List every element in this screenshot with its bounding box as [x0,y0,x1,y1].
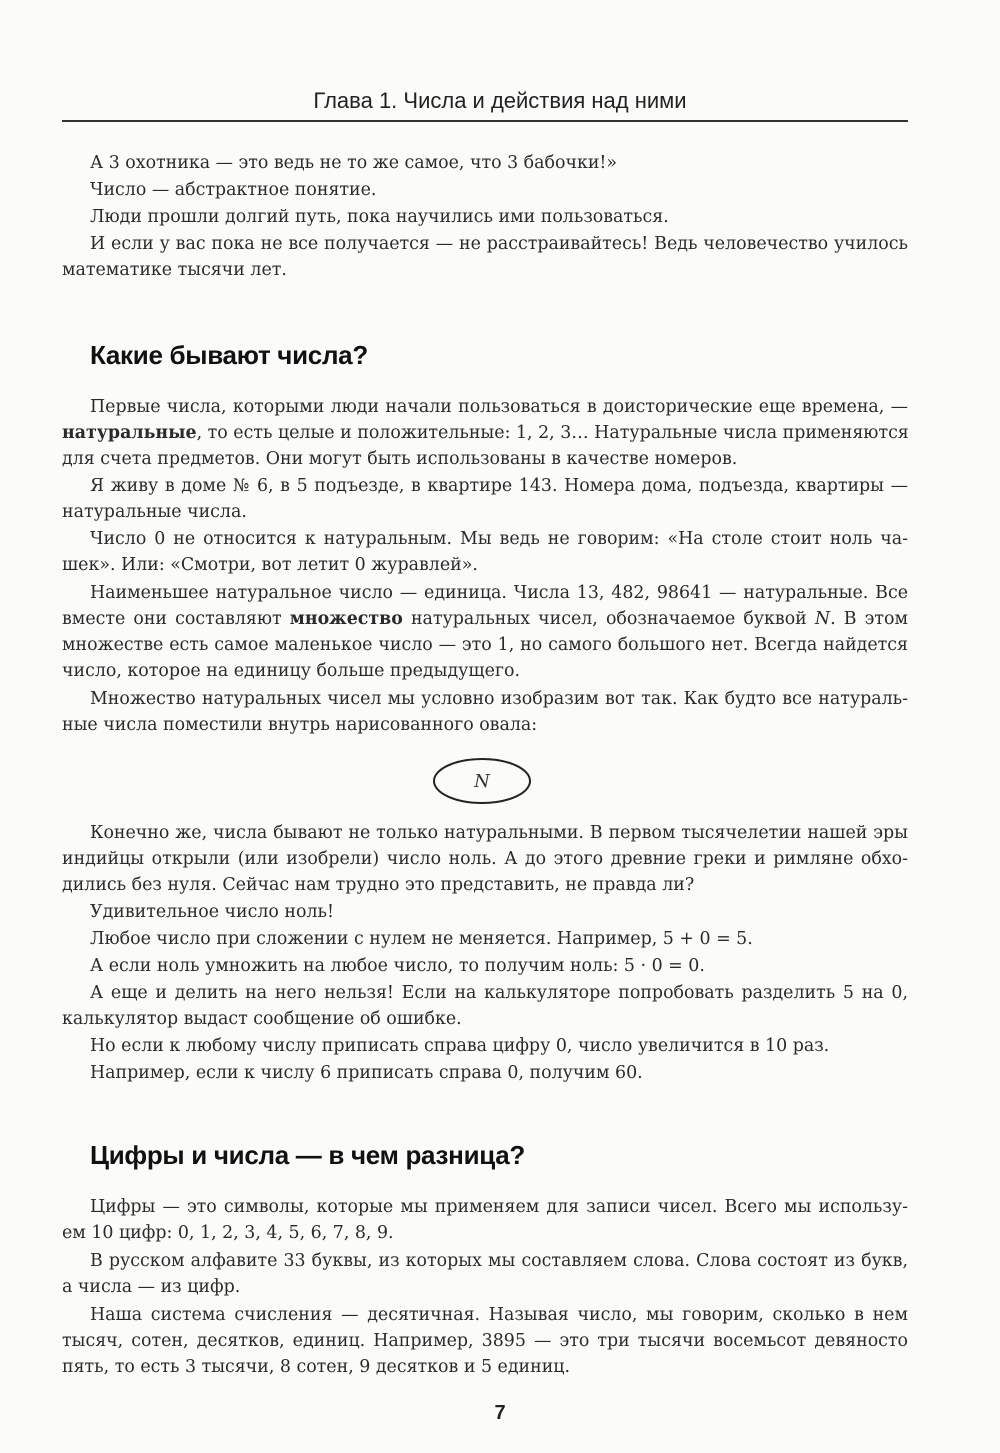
s1-paragraph-3-line-1: Число 0 не относится к натуральным. Мы ведь не говорим: «На столе стоит ноль ча- [90,529,908,549]
s1-paragraph-3-line-2: шек». Или: «Смотри, вот летит 0 журавлей». [62,555,478,575]
intro-paragraph-3: Люди прошли долгий путь, пока научились ими пользоваться. [90,207,669,227]
s2-paragraph-3-line-3: пять, то есть 3 тысячи, 8 сотен, 9 десятков и 5 единиц. [62,1357,571,1377]
symbol-n: N [814,609,831,629]
term-set: множество [289,609,403,629]
chapter-running-head: Глава 1. Числа и действия над ними [313,88,687,113]
intro-paragraph-2: Число — абстрактное понятие. [90,180,377,200]
page-number: 7 [494,1402,506,1424]
s2-paragraph-1-line-1: Цифры — это символы, которые мы применяем для записи чисел. Всего мы использу- [90,1197,908,1217]
s2-paragraph-2-line-2: а числа — из цифр. [62,1277,241,1297]
s1-paragraph-6-line-1: Конечно же, числа бывают не только натуральными. В первом тысячелетии нашей эры [90,823,908,843]
s1-paragraph-6-line-3: дились без нуля. Сейчас нам трудно это представить, не правда ли? [62,875,695,895]
natural-numbers-set-oval [432,756,532,806]
oval-label-n: N [474,771,490,792]
header-rule [62,120,908,122]
s1-paragraph-2-line-2: натуральные числа. [62,502,247,522]
s1-paragraph-9: А если ноль умножить на любое число, то получим ноль: 5 · 0 = 0. [90,956,705,976]
s1-paragraph-1-line-1: Первые числа, которыми люди начали пользоваться в доисторические еще времена, — [90,397,908,417]
s1-paragraph-5-line-2: ные числа поместили внутрь нарисованного овала: [62,715,538,735]
s1-paragraph-1-line-2: натуральные, то есть целые и положительные: 1, 2, 3… Натуральные числа применяются [62,423,909,443]
term-natural: натуральные [62,423,197,443]
s2-paragraph-1-line-2: ем 10 цифр: 0, 1, 2, 3, 4, 5, 6, 7, 8, 9. [62,1223,394,1243]
s1-paragraph-10-line-1: А еще и делить на него нельзя! Если на калькуляторе попробовать разделить 5 на 0, [90,983,908,1003]
s1-paragraph-10-line-2: калькулятор выдаст сообщение об ошибке. [62,1009,462,1029]
s2-paragraph-2-line-1: В русском алфавите 33 буквы, из которых мы составляем слова. Слова состоят из букв, [90,1251,908,1271]
s1-paragraph-4-line-3: множестве есть самое маленькое число — это 1, но самого большого нет. Всегда найдется [62,635,908,655]
s2-paragraph-3-line-2: тысяч, сотен, десятков, единиц. Например, 3895 — это три тысячи восемьсот девяносто [62,1331,908,1351]
intro-paragraph-4-line-1: И если у вас пока не все получается — не расстраивайтесь! Ведь человечество училось [90,234,908,254]
s1-paragraph-4-line-2: вместе они составляют множество натуральных чисел, обозначаемое буквой N. В этом [62,609,908,629]
s2-paragraph-3-line-1: Наша система счисления — десятичная. Называя число, мы говорим, сколько в нем [90,1305,908,1325]
s1-paragraph-4-line-1: Наименьшее натуральное число — единица. Числа 13, 482, 98641 — натуральные. Все [90,583,908,603]
s1-paragraph-7: Удивительное число ноль! [90,902,334,922]
section-heading-kinds-of-numbers: Какие бывают числа? [90,340,368,370]
s1-paragraph-11: Но если к любому числу приписать справа цифру 0, число увеличится в 10 раз. [90,1036,830,1056]
s1-paragraph-5-line-1: Множество натуральных чисел мы условно изобразим вот так. Как будто все натураль- [90,689,908,709]
intro-paragraph-4-line-2: математике тысячи лет. [62,260,287,280]
s1-paragraph-1-line-3: для счета предметов. Они могут быть использованы в качестве номеров. [62,449,738,469]
s1-paragraph-4-line-4: число, которое на единицу больше предыдущего. [62,661,520,681]
section-heading-digits-vs-numbers: Цифры и числа — в чем разница? [90,1140,525,1170]
s1-paragraph-8: Любое число при сложении с нулем не меняется. Например, 5 + 0 = 5. [90,929,753,949]
s1-paragraph-2-line-1: Я живу в доме № 6, в 5 подъезде, в квартире 143. Номера дома, подъезда, квартиры — [90,476,908,496]
s1-paragraph-6-line-2: индийцы открыли (или изобрели) число ноль. А до этого древние греки и римляне обхо- [62,849,908,869]
s1-paragraph-12: Например, если к числу 6 приписать справа 0, получим 60. [90,1063,643,1083]
intro-paragraph-1: А 3 охотника — это ведь не то же самое, что 3 бабочки!» [90,153,618,173]
